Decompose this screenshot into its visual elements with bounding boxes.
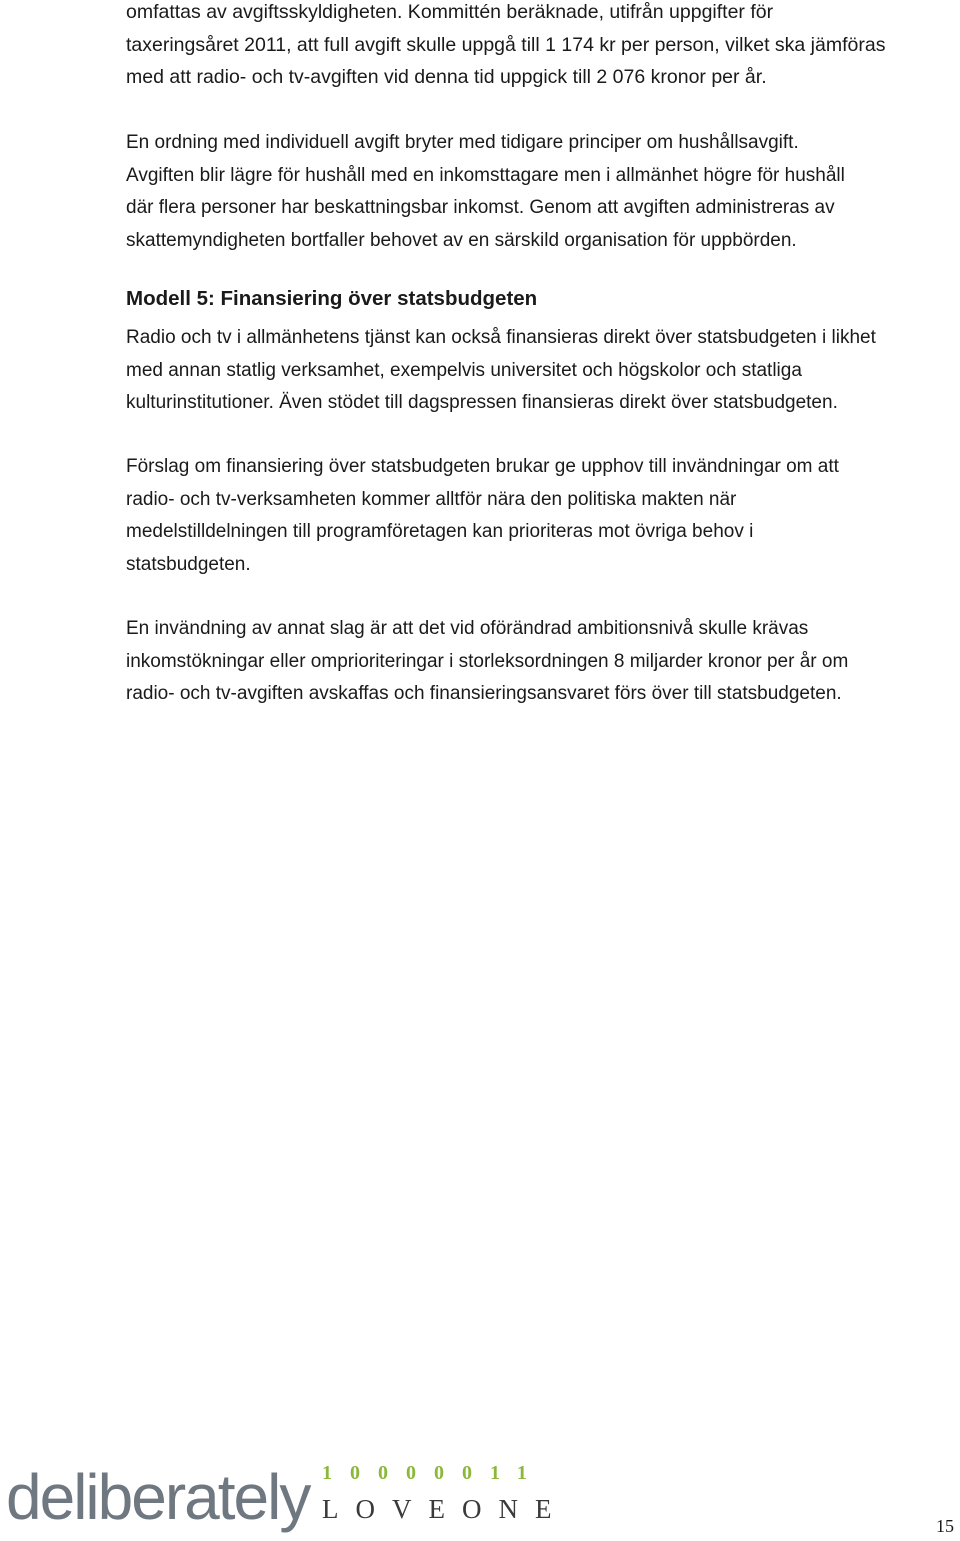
text-line: inkomstökningar eller omprioriteringar i storleksordningen 8 miljarder kronor per år om [126,650,849,672]
text-line: skattemyndigheten bortfaller behovet av en särskild organisation för uppbörden. [126,229,797,251]
text-line: med annan statlig verksamhet, exempelvis universitet och högskolor och statliga [126,359,802,381]
text-line: En ordning med individuell avgift bryter med tidigare principer om hushållsavgift. [126,132,799,153]
loveone-binary-logo: 10000011 [322,1462,545,1484]
paragraph-avgiftsskyldighet [126,0,960,94]
paragraph-statsbudget-intro [126,322,960,420]
text-line: Radio och tv i allmänhetens tjänst kan också finansieras direkt över statsbudgeten i likhet [126,327,876,348]
loveone-logo: LOVEONE [322,1494,569,1524]
text-line: omfattas av avgiftsskyldigheten. Kommittén beräknade, utifrån uppgifter för [126,1,774,23]
page-number: 15 [936,1516,954,1536]
section-heading: Modell 5: Finansiering över statsbudgeten [126,287,538,310]
paragraph-annan-invandning [126,613,960,711]
deliberately-logo: deliberately [6,1461,310,1533]
text-line: taxeringsåret 2011, att full avgift skulle uppgå till 1 174 kr per person, vilket ska jämföras [126,33,886,56]
text-line: kulturinstitutioner. Även stödet till dagspressen finansieras direkt över statsbudgeten. [126,392,838,413]
paragraph-individuell-avgift [126,127,960,257]
text-line: medelstilldelningen till programföretagen kan prioriteras mot övriga behov i [126,521,754,542]
text-line: radio- och tv-verksamheten kommer alltför nära den politiska makten när [126,488,737,510]
text-line: En invändning av annat slag är att det vid oförändrad ambitionsnivå skulle krävas [126,618,809,639]
text-line: statsbudgeten. [126,553,251,575]
text-line: med att radio- och tv-avgiften vid denna tid uppgick till 2 076 kronor per år. [126,66,767,88]
paragraph-invandningar [126,451,960,581]
text-line: Förslag om finansiering över statsbudgeten brukar ge upphov till invändningar om att [126,456,839,477]
text-line: där flera personer har beskattningsbar inkomst. Genom att avgiften administreras av [126,197,835,218]
text-line: radio- och tv-avgiften avskaffas och finansieringsansvaret förs över till statsbudgeten. [126,683,842,704]
text-line: Avgiften blir lägre för hushåll med en inkomsttagare men i allmänhet högre för hushåll [126,164,845,186]
